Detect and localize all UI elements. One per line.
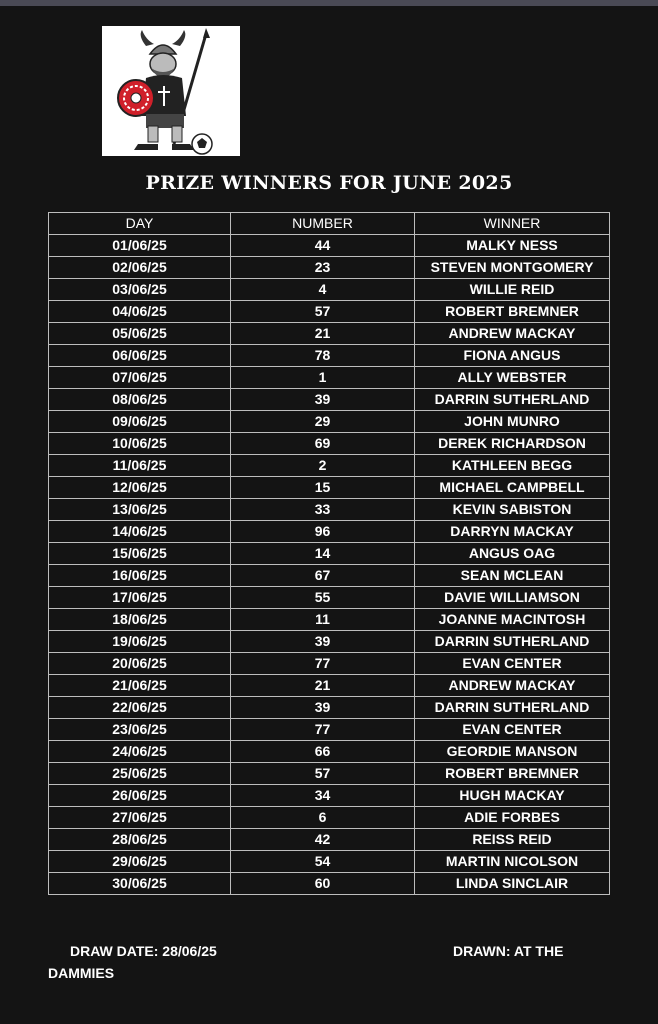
header-day: DAY	[49, 213, 231, 235]
cell-day: 20/06/25	[49, 653, 231, 675]
table-row	[49, 653, 610, 675]
cell-day: 07/06/25	[49, 367, 231, 389]
draw-date: DRAW DATE: 28/06/25	[70, 943, 217, 959]
cell-number: 60	[231, 873, 415, 895]
top-status-bar	[0, 0, 658, 6]
prize-winners-table	[48, 212, 610, 895]
cell-day: 08/06/25	[49, 389, 231, 411]
cell-winner: DARRIN SUTHERLAND	[415, 631, 610, 653]
table-row	[49, 851, 610, 873]
cell-winner: ALLY WEBSTER	[415, 367, 610, 389]
table-row	[49, 873, 610, 895]
cell-winner: MICHAEL CAMPBELL	[415, 477, 610, 499]
cell-winner: DARRYN MACKAY	[415, 521, 610, 543]
table-header-row	[49, 213, 610, 235]
cell-day: 04/06/25	[49, 301, 231, 323]
cell-day: 06/06/25	[49, 345, 231, 367]
cell-winner: KATHLEEN BEGG	[415, 455, 610, 477]
cell-number: 23	[231, 257, 415, 279]
cell-winner: DAVIE WILLIAMSON	[415, 587, 610, 609]
cell-number: 15	[231, 477, 415, 499]
cell-number: 57	[231, 301, 415, 323]
cell-number: 29	[231, 411, 415, 433]
cell-day: 09/06/25	[49, 411, 231, 433]
cell-winner: EVAN CENTER	[415, 719, 610, 741]
cell-day: 21/06/25	[49, 675, 231, 697]
cell-winner: GEORDIE MANSON	[415, 741, 610, 763]
header-number: NUMBER	[231, 213, 415, 235]
cell-number: 39	[231, 631, 415, 653]
cell-number: 33	[231, 499, 415, 521]
cell-day: 15/06/25	[49, 543, 231, 565]
cell-day: 26/06/25	[49, 785, 231, 807]
table-row	[49, 829, 610, 851]
cell-day: 02/06/25	[49, 257, 231, 279]
cell-number: 11	[231, 609, 415, 631]
cell-day: 05/06/25	[49, 323, 231, 345]
table-row	[49, 433, 610, 455]
cell-number: 21	[231, 675, 415, 697]
cell-number: 4	[231, 279, 415, 301]
cell-day: 25/06/25	[49, 763, 231, 785]
table-row	[49, 785, 610, 807]
table-row	[49, 455, 610, 477]
table-row	[49, 675, 610, 697]
table-row	[49, 279, 610, 301]
table-row	[49, 521, 610, 543]
cell-winner: LINDA SINCLAIR	[415, 873, 610, 895]
cell-number: 21	[231, 323, 415, 345]
cell-day: 27/06/25	[49, 807, 231, 829]
table-row	[49, 477, 610, 499]
table-row	[49, 697, 610, 719]
table-row	[49, 565, 610, 587]
cell-number: 54	[231, 851, 415, 873]
cell-winner: HUGH MACKAY	[415, 785, 610, 807]
cell-number: 39	[231, 697, 415, 719]
cell-number: 69	[231, 433, 415, 455]
table-row	[49, 499, 610, 521]
cell-winner: ROBERT BREMNER	[415, 301, 610, 323]
cell-number: 2	[231, 455, 415, 477]
table-row	[49, 411, 610, 433]
cell-number: 55	[231, 587, 415, 609]
cell-day: 17/06/25	[49, 587, 231, 609]
table-row	[49, 323, 610, 345]
viking-mascot-icon	[102, 26, 240, 156]
cell-day: 28/06/25	[49, 829, 231, 851]
cell-number: 14	[231, 543, 415, 565]
cell-number: 57	[231, 763, 415, 785]
table-row	[49, 631, 610, 653]
table-row	[49, 763, 610, 785]
cell-winner: MALKY NESS	[415, 235, 610, 257]
drawn-location: DRAWN: AT THE	[453, 943, 564, 959]
cell-winner: ROBERT BREMNER	[415, 763, 610, 785]
cell-number: 66	[231, 741, 415, 763]
cell-number: 34	[231, 785, 415, 807]
table-row	[49, 367, 610, 389]
table-row	[49, 257, 610, 279]
cell-day: 10/06/25	[49, 433, 231, 455]
cell-day: 14/06/25	[49, 521, 231, 543]
cell-number: 96	[231, 521, 415, 543]
cell-winner: SEAN MCLEAN	[415, 565, 610, 587]
cell-number: 1	[231, 367, 415, 389]
table-row	[49, 543, 610, 565]
cell-winner: ANDREW MACKAY	[415, 323, 610, 345]
cell-number: 67	[231, 565, 415, 587]
table-row	[49, 719, 610, 741]
cell-number: 77	[231, 653, 415, 675]
cell-winner: STEVEN MONTGOMERY	[415, 257, 610, 279]
table-row	[49, 587, 610, 609]
table-row	[49, 389, 610, 411]
cell-day: 23/06/25	[49, 719, 231, 741]
cell-winner: DARRIN SUTHERLAND	[415, 697, 610, 719]
table-row	[49, 741, 610, 763]
cell-winner: REISS REID	[415, 829, 610, 851]
cell-number: 39	[231, 389, 415, 411]
drawn-location-continued: DAMMIES	[48, 965, 115, 981]
club-logo	[102, 26, 240, 156]
cell-day: 01/06/25	[49, 235, 231, 257]
cell-day: 29/06/25	[49, 851, 231, 873]
table-row	[49, 807, 610, 829]
cell-day: 11/06/25	[49, 455, 231, 477]
cell-winner: EVAN CENTER	[415, 653, 610, 675]
page-title: PRIZE WINNERS FOR JUNE 2025	[145, 172, 513, 194]
cell-day: 24/06/25	[49, 741, 231, 763]
cell-number: 77	[231, 719, 415, 741]
table-row	[49, 235, 610, 257]
table-row	[49, 609, 610, 631]
table-row	[49, 301, 610, 323]
cell-number: 6	[231, 807, 415, 829]
cell-day: 22/06/25	[49, 697, 231, 719]
cell-winner: ANGUS OAG	[415, 543, 610, 565]
cell-winner: WILLIE REID	[415, 279, 610, 301]
table-row	[49, 345, 610, 367]
cell-day: 30/06/25	[49, 873, 231, 895]
cell-winner: JOHN MUNRO	[415, 411, 610, 433]
cell-winner: DARRIN SUTHERLAND	[415, 389, 610, 411]
cell-day: 13/06/25	[49, 499, 231, 521]
cell-winner: MARTIN NICOLSON	[415, 851, 610, 873]
cell-day: 18/06/25	[49, 609, 231, 631]
cell-day: 16/06/25	[49, 565, 231, 587]
cell-day: 19/06/25	[49, 631, 231, 653]
table-body	[49, 235, 610, 895]
cell-winner: ADIE FORBES	[415, 807, 610, 829]
cell-day: 03/06/25	[49, 279, 231, 301]
header-winner: WINNER	[415, 213, 610, 235]
cell-winner: ANDREW MACKAY	[415, 675, 610, 697]
cell-winner: FIONA ANGUS	[415, 345, 610, 367]
cell-number: 78	[231, 345, 415, 367]
cell-winner: JOANNE MACINTOSH	[415, 609, 610, 631]
cell-number: 44	[231, 235, 415, 257]
cell-winner: DEREK RICHARDSON	[415, 433, 610, 455]
cell-day: 12/06/25	[49, 477, 231, 499]
cell-number: 42	[231, 829, 415, 851]
cell-winner: KEVIN SABISTON	[415, 499, 610, 521]
